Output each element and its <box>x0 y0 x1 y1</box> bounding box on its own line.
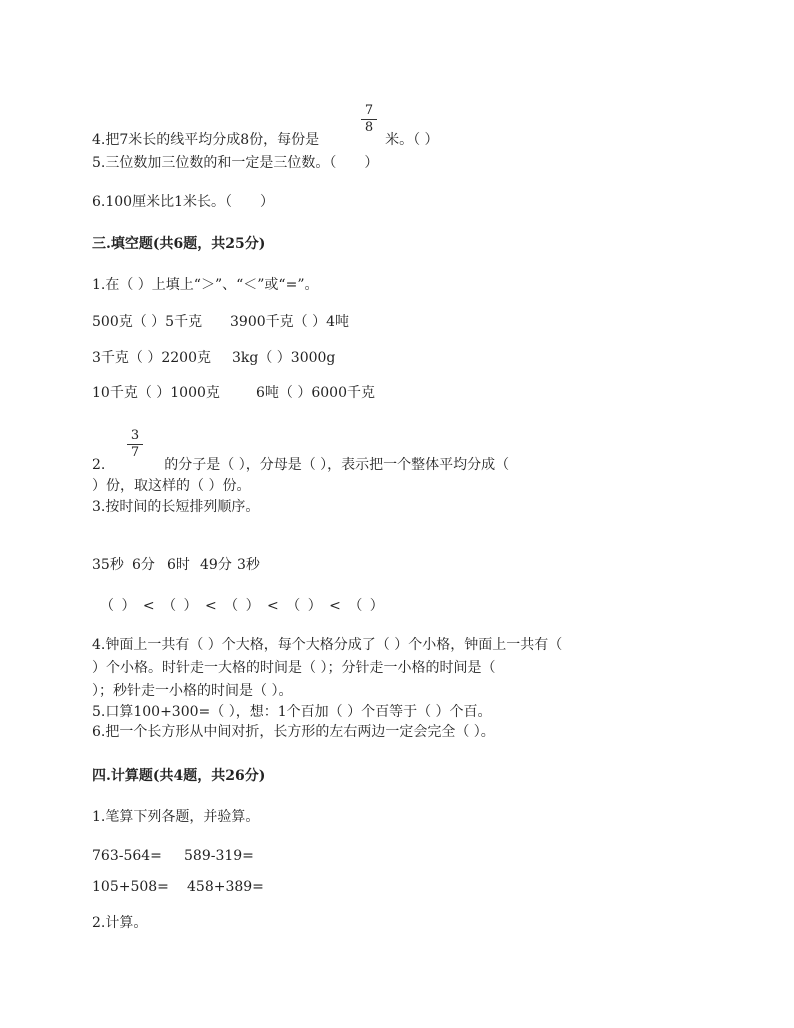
time-item: 6时 <box>167 557 190 573</box>
compare-item: 10千克（ ）1000克 <box>92 385 220 401</box>
time-order-blanks: （ ） < （ ） < （ ） < （ ） < （ ） <box>100 598 384 614</box>
judge-question-4-suffix: 米。（ ） <box>385 132 439 148</box>
judge-question-6: 6.100厘米比1米长。（ ） <box>92 194 274 210</box>
fill-question-4-line-3: ）；秒针走一小格的时间是（ ）。 <box>92 683 293 699</box>
section-4-title: 四.计算题(共4题，共26分) <box>92 768 266 784</box>
calc-row <box>92 846 254 866</box>
compare-row <box>92 348 335 368</box>
time-item: 3秒 <box>237 557 260 573</box>
fill-question-4-line-1: 4.钟面上一共有（ ）个大格，每个大格分成了（ ）个小格，钟面上一共有（ <box>92 637 563 653</box>
judge-question-4-text: 4.把7米长的线平均分成8份，每份是 <box>92 132 320 148</box>
fill-question-5: 5.口算100+300=（ ），想：1个百加（ ）个百等于（ ）个百。 <box>92 704 492 720</box>
fraction-numerator: 7 <box>364 103 374 118</box>
fraction-denominator: 8 <box>364 120 374 135</box>
compare-item: 500克（ ）5千克 <box>92 314 203 330</box>
fill-question-6: 6.把一个长方形从中间对折，长方形的左右两边一定会完全（ ）。 <box>92 724 495 740</box>
compare-item: 3kg（ ）3000g <box>232 350 336 366</box>
fill-question-3-stem: 3.按时间的长短排列顺序。 <box>92 499 260 515</box>
compare-row <box>92 312 349 332</box>
compare-item: 6吨（ ）6000千克 <box>256 385 375 401</box>
calc-question-2: 2.计算。 <box>92 915 148 931</box>
calc-question-1-stem: 1.笔算下列各题，并验算。 <box>92 809 260 825</box>
calc-item: 589-319= <box>184 848 254 864</box>
section-3-title: 三.填空题(共6题，共25分) <box>92 236 266 252</box>
compare-item: 3900千克（ ）4吨 <box>230 314 349 330</box>
fraction-numerator: 3 <box>130 428 140 443</box>
compare-item: 3千克（ ）2200克 <box>92 350 211 366</box>
fill-question-2-line-1 <box>92 455 509 475</box>
compare-row <box>92 383 375 403</box>
fill-question-1-stem: 1.在（ ）上填上“＞”、“＜”或“=”。 <box>92 277 319 293</box>
time-item: 6分 <box>132 557 155 573</box>
fill-question-2-number: 2. <box>92 457 106 473</box>
judge-question-4 <box>92 130 439 150</box>
calc-item: 458+389= <box>187 879 264 895</box>
fill-question-2-text: 的分子是（ ），分母是（ ），表示把一个整体平均分成（ <box>164 457 510 473</box>
fill-question-4-line-2: ）个小格。时针走一大格的时间是（ ）；分针走一小格的时间是（ <box>92 660 496 676</box>
fill-question-2-line-2: ）份，取这样的（ ）份。 <box>92 478 251 494</box>
calc-row <box>92 877 264 897</box>
time-item: 35秒 <box>92 557 124 573</box>
time-item: 49分 <box>200 557 232 573</box>
time-items <box>92 555 260 575</box>
fraction-denominator: 7 <box>130 445 140 460</box>
judge-question-5: 5.三位数加三位数的和一定是三位数。（ ） <box>92 155 379 171</box>
calc-item: 105+508= <box>92 879 169 895</box>
calc-item: 763-564= <box>92 848 162 864</box>
